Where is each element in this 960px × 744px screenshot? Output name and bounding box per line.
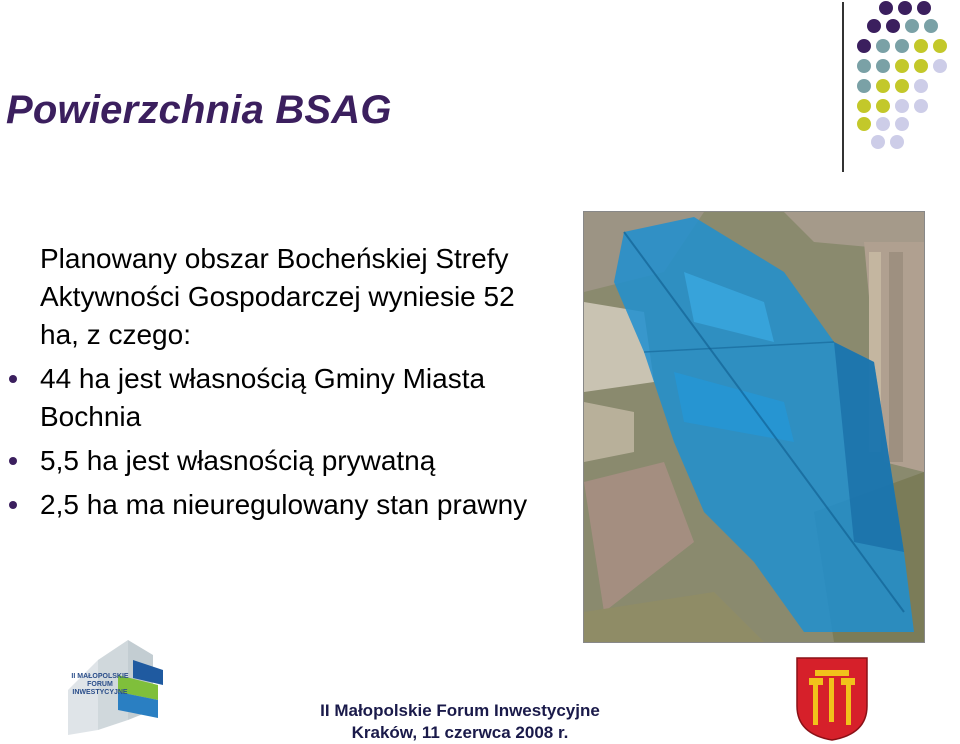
- city-crest-icon: [795, 656, 869, 742]
- decorative-dot: [876, 117, 890, 131]
- paragraph-intro: Planowany obszar Bocheńskiej Strefy Aktywności Gospodarczej wyniesie 52 ha, z czego:: [40, 243, 515, 350]
- decorative-dot: [933, 39, 947, 53]
- decorative-dot: [895, 59, 909, 73]
- decorative-dot: [857, 99, 871, 113]
- bullet-item: 5,5 ha jest własnością prywatną: [40, 442, 560, 480]
- logo-line: FORUM: [87, 681, 113, 688]
- decorative-dot: [933, 59, 947, 73]
- decorative-dot: [895, 79, 909, 93]
- decorative-dot: [924, 19, 938, 33]
- forum-logo-text: [70, 673, 130, 697]
- decorative-dot: [876, 79, 890, 93]
- decorative-dot: [914, 99, 928, 113]
- slide-title: Powierzchnia BSAG: [6, 88, 392, 132]
- footer-date: Kraków, 11 czerwca 2008 r.: [351, 723, 569, 742]
- decorative-dot: [905, 19, 919, 33]
- decorative-dot: [857, 117, 871, 131]
- decorative-dot: [876, 59, 890, 73]
- logo-line: II MAŁOPOLSKIE: [71, 673, 129, 680]
- decorative-dot: [917, 1, 931, 15]
- decorative-dot: [857, 59, 871, 73]
- decorative-dot: [914, 39, 928, 53]
- header-divider: [842, 2, 844, 172]
- decorative-dot: [867, 19, 881, 33]
- decorative-dot: [871, 135, 885, 149]
- decorative-dot: [879, 1, 893, 15]
- decorative-dot: [895, 39, 909, 53]
- decorative-dot: [857, 79, 871, 93]
- decorative-dot: [895, 117, 909, 131]
- decorative-dot: [914, 79, 928, 93]
- footer: [300, 700, 620, 744]
- bullet-item: 44 ha jest własnością Gminy Miasta Bochnia: [40, 360, 560, 436]
- bullet-item: 2,5 ha ma nieuregulowany stan prawny: [40, 486, 560, 524]
- decorative-dot: [876, 39, 890, 53]
- decorative-dot: [886, 19, 900, 33]
- decorative-dot: [898, 1, 912, 15]
- decorative-dot-grid: [856, 0, 960, 160]
- decorative-dot: [895, 99, 909, 113]
- decorative-dot: [890, 135, 904, 149]
- decorative-dot: [857, 39, 871, 53]
- decorative-dot: [876, 99, 890, 113]
- decorative-dot: [914, 59, 928, 73]
- aerial-map-image: [583, 211, 925, 643]
- footer-event-name: II Małopolskie Forum Inwestycyjne: [320, 701, 600, 720]
- slide-body: [40, 240, 560, 530]
- logo-line: INWESTYCYJNE: [72, 689, 128, 696]
